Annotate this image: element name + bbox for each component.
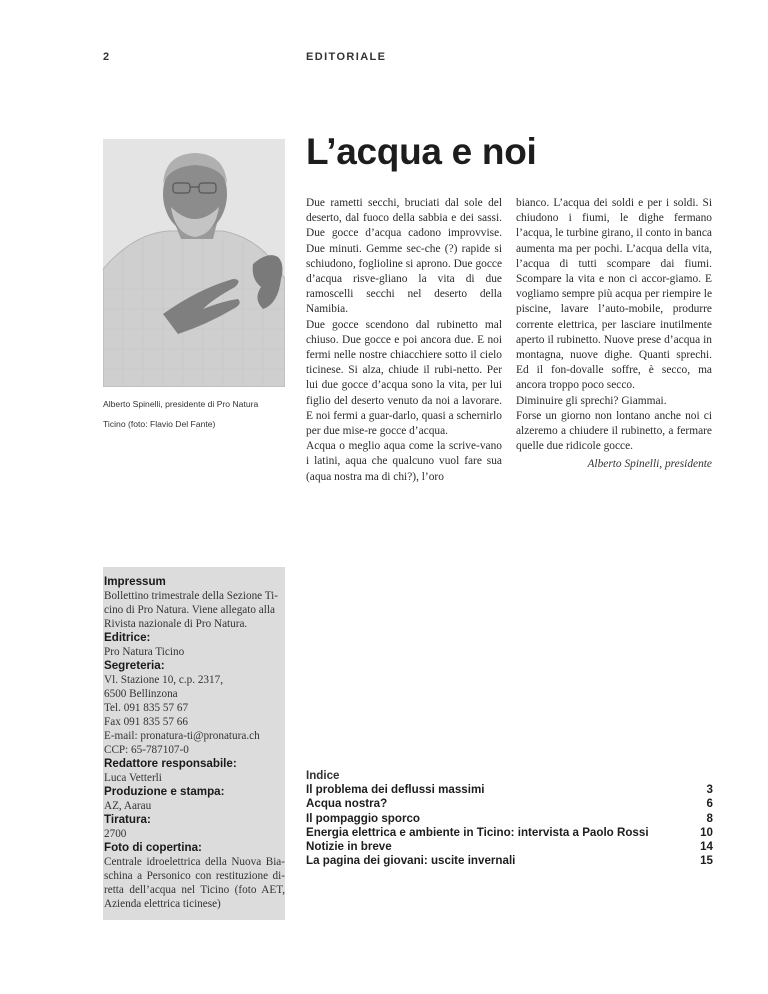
impressum-fax: Fax 091 835 57 66	[104, 716, 188, 728]
impressum-value: Luca Vetterli	[104, 772, 162, 784]
impressum-box	[103, 567, 285, 920]
article-paragraph: Diminuire gli sprechi? Giammai.	[516, 394, 667, 407]
index-item[interactable]	[306, 854, 713, 868]
impressum-intro: Bollettino trimestrale della Sezione Ti-cino di Pro Natura. Viene allegato alla Rivista nazionale di Pro Natura.	[104, 590, 279, 630]
index-item-label: Il problema dei deflussi massimi	[306, 783, 485, 797]
impressum-heading-redattore: Redattore responsabile:	[104, 757, 237, 770]
impressum-value: 2700	[104, 828, 127, 840]
portrait-photo-icon	[103, 139, 285, 387]
impressum-heading-segreteria: Segreteria:	[104, 659, 165, 672]
impressum-heading-foto-copertina: Foto di copertina:	[104, 841, 202, 854]
article-title: L’acqua e noi	[306, 131, 537, 172]
index-item-label: Energia elettrica e ambiente in Ticino: intervista a Paolo Rossi	[306, 825, 649, 839]
impressum-heading-editrice: Editrice:	[104, 631, 151, 644]
impressum-city: 6500 Bellinzona	[104, 688, 178, 700]
article-paragraph: Due gocce scendono dal rubinetto mal chiuso. Due gocce e poi ancora due. E noi fermi nelle nostre chiacchiere sotto il cielo ticinese. Si alza, chiude il rubi-netto. Per lui due gocce d’acqua sono la vita, per lui figlio del deserto venuto da noi a lavorare. E noi fermi a guar-darlo, quasi a schernirlo per due mise-re gocce d’acqua.	[306, 318, 502, 438]
table-of-contents	[306, 769, 713, 868]
index-item-page: 15	[700, 854, 713, 868]
section-label: EDITORIALE	[306, 51, 387, 63]
article-paragraph: bianco. L’acqua dei soldi e per i soldi. Si chiudono i fiumi, le dighe fermano l’acqua, le turbine girano, il conto in banca aumenta ma per pochi. L’acqua della vita, l’acqua di tutti scompare dai fiumi. Scompare la vita e non ci accor-giamo. E vogliamo sempre più acqua per riempire le piscine, lavare l’auto-mobile, produrre corrente elettrica, per lasciare inutilmente aperto il rubinetto. Nuove prese d’acqua in montagna, nuove dighe. Quanti sprechi. Ed il fon-dovalle soffre, è secco, ma ancora troppo poco secco.	[516, 197, 712, 392]
index-item-label: Notizie in breve	[306, 840, 392, 854]
impressum-phone: Tel. 091 835 57 67	[104, 702, 189, 714]
index-item-page: 8	[706, 811, 713, 825]
impressum-value: Centrale idroelettrica della Nuova Bia-schina a Personico con restituzione di-retta dell’acqua nel Ticino (foto AET, Azienda elettrica ticinese)	[104, 856, 285, 910]
index-item-page: 3	[706, 783, 713, 797]
photo-caption-line: Alberto Spinelli, presidente di Pro Natura	[103, 399, 259, 409]
index-item-page: 6	[706, 797, 713, 811]
index-title: Indice	[306, 769, 340, 782]
index-item-page: 14	[700, 840, 713, 854]
index-item[interactable]	[306, 812, 713, 826]
article-column-2	[516, 196, 712, 454]
article-signature: Alberto Spinelli, presidente	[587, 458, 712, 470]
impressum-heading-tiratura: Tiratura:	[104, 813, 151, 826]
photo-caption	[103, 394, 293, 434]
index-item-page: 10	[700, 825, 713, 839]
impressum-email: E-mail: pronatura-ti@pronatura.ch	[104, 730, 260, 742]
index-item[interactable]	[306, 783, 713, 797]
index-item-label: La pagina dei giovani: uscite invernali	[306, 854, 516, 868]
impressum-value: Pro Natura Ticino	[104, 646, 185, 658]
impressum-heading-produzione: Produzione e stampa:	[104, 785, 225, 798]
article-paragraph: Forse un giorno non lontano anche noi ci alzeremo a chiudere il rubinetto, a fermare quelle due ridicole gocce.	[516, 409, 712, 453]
article-paragraph: Due rametti secchi, bruciati dal sole del deserto, dal fuoco della sabbia e dei sassi. Due gocce d’acqua cadono improvvise. Due minuti. Gemme sec-che (?) rapide si schiudono, foglioline si aprono. Due gocce d’acqua risve-gliano la vita di due ramoscelli secchi nel deserto della Namibia.	[306, 197, 502, 316]
impressum-ccp: CCP: 65-787107-0	[104, 744, 189, 756]
index-item-label: Acqua nostra?	[306, 797, 388, 811]
article-column-1	[306, 196, 502, 485]
impressum-title: Impressum	[104, 575, 166, 588]
impressum-value: AZ, Aarau	[104, 800, 152, 812]
index-item-label: Il pompaggio sporco	[306, 811, 421, 825]
impressum-address: Vl. Stazione 10, c.p. 2317,	[104, 674, 224, 686]
index-item[interactable]	[306, 797, 713, 811]
photo-caption-line: Ticino (foto: Flavio Del Fante)	[103, 419, 216, 429]
index-item[interactable]	[306, 840, 713, 854]
index-item[interactable]	[306, 826, 713, 840]
article-paragraph: Acqua o meglio aqua come la scrive-vano i latini, aqua che qualcuno vuol fare sua (aqua nostra ma di chi?), l’oro	[306, 440, 502, 483]
portrait-photo	[103, 139, 285, 387]
page-number: 2	[103, 51, 110, 63]
